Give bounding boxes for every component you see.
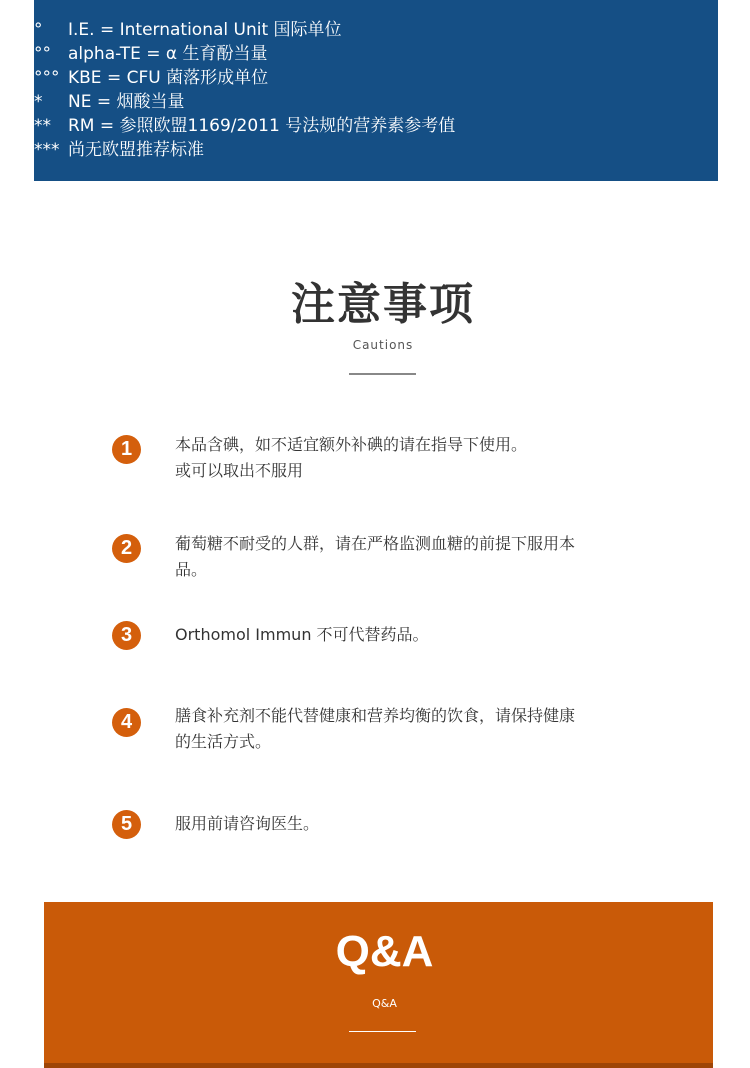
caution-line: 本品含碘，如不适宜额外补碘的请在指导下使用。 (175, 435, 528, 454)
caution-text (175, 703, 630, 755)
legend-text: NE = 烟酸当量 (68, 92, 185, 112)
cautions-title: 注意事项 (291, 279, 475, 330)
legend-symbol: °° (34, 44, 51, 64)
legend-symbol: * (34, 92, 43, 112)
title-divider (349, 373, 416, 375)
caution-text (175, 531, 630, 583)
number-badge: 5 (112, 810, 141, 839)
caution-line: Orthomol Immun 不可代替药品。 (175, 625, 429, 644)
caution-line: 的生活方式。 (175, 732, 272, 751)
caution-text (175, 432, 630, 484)
qa-divider (349, 1031, 416, 1032)
legend-text: KBE = CFU 菌落形成单位 (68, 68, 269, 88)
caution-text (175, 811, 630, 837)
legend-symbol: ** (34, 116, 51, 136)
legend-text: 尚无欧盟推荐标准 (68, 140, 204, 160)
number-badge: 3 (112, 621, 141, 650)
qa-subtitle: Q&A (372, 997, 397, 1010)
legend-symbol: °°° (34, 68, 60, 88)
legend-text: RM = 参照欧盟1169/2011 号法规的营养素参考值 (68, 116, 456, 136)
qa-title: Q&A (335, 927, 434, 976)
legend-text: alpha-TE = α 生育酚当量 (68, 44, 268, 64)
legend-symbol: *** (34, 140, 60, 160)
caution-text (175, 622, 630, 648)
qa-bottom-strip (44, 1063, 713, 1068)
cautions-subtitle: Cautions (352, 338, 414, 352)
caution-line: 品。 (175, 560, 208, 579)
number-badge: 4 (112, 708, 141, 737)
caution-line: 膳食补充剂不能代替健康和营养均衡的饮食，请保持健康 (175, 706, 576, 725)
caution-line: 或可以取出不服用 (175, 461, 304, 480)
legend-text: I.E. = International Unit 国际单位 (68, 20, 342, 40)
legend-symbol: ° (34, 20, 43, 40)
number-badge: 2 (112, 534, 141, 563)
caution-line: 服用前请咨询医生。 (175, 814, 320, 833)
caution-line: 葡萄糖不耐受的人群，请在严格监测血糖的前提下服用本 (175, 534, 576, 553)
number-badge: 1 (112, 435, 141, 464)
